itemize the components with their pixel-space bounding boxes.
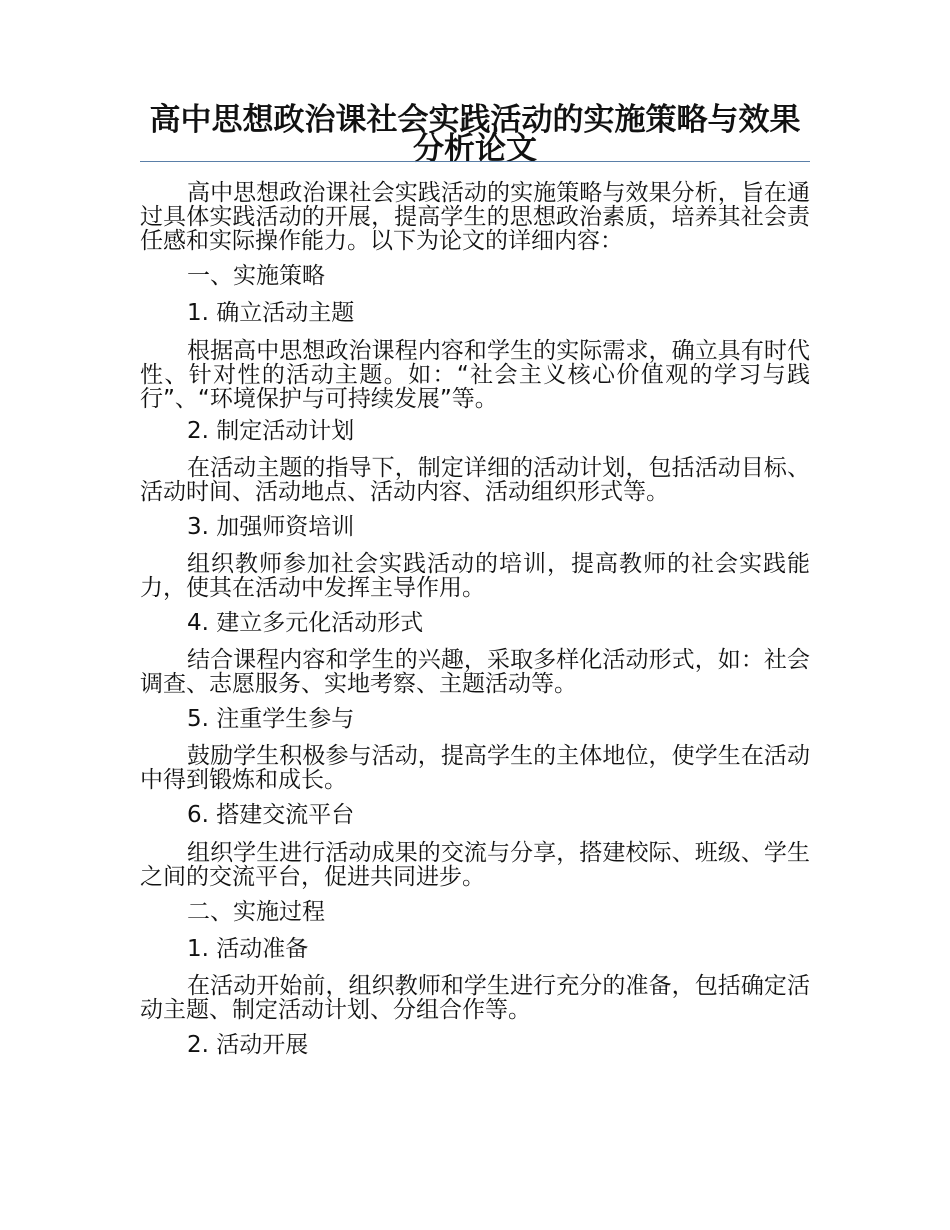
subheading-theme: 1. 确立活动主题 bbox=[187, 300, 355, 326]
paragraph-training: 组织教师参加社会实践活动的培训，提高教师的社会实践能力，使其在活动中发挥主导作用。 bbox=[140, 551, 810, 601]
subheading-forms: 4. 建立多元化活动形式 bbox=[187, 610, 424, 636]
section-heading-process: 二、实施过程 bbox=[187, 899, 325, 925]
subheading-preparation: 1. 活动准备 bbox=[187, 936, 309, 962]
subheading-plan: 2. 制定活动计划 bbox=[187, 418, 355, 444]
subheading-training: 3. 加强师资培训 bbox=[187, 514, 355, 540]
title-underline bbox=[140, 161, 810, 162]
paragraph-plan: 在活动主题的指导下，制定详细的活动计划，包括活动目标、活动时间、活动地点、活动内容、活动组织形式等。 bbox=[140, 455, 810, 505]
paragraph-preparation: 在活动开始前，组织教师和学生进行充分的准备，包括确定活动主题、制定活动计划、分组合作等。 bbox=[140, 973, 810, 1023]
intro-paragraph: 高中思想政治课社会实践活动的实施策略与效果分析，旨在通过具体实践活动的开展，提高学生的思想政治素质，培养其社会责任感和实际操作能力。以下为论文的详细内容： bbox=[140, 180, 810, 254]
paragraph-forms: 结合课程内容和学生的兴趣，采取多样化活动形式，如：社会调查、志愿服务、实地考察、主题活动等。 bbox=[140, 647, 810, 697]
paragraph-platform: 组织学生进行活动成果的交流与分享，搭建校际、班级、学生之间的交流平台，促进共同进步。 bbox=[140, 840, 810, 890]
document-title: 高中思想政治课社会实践活动的实施策略与效果分析论文 bbox=[149, 102, 801, 167]
section-heading-strategy: 一、实施策略 bbox=[187, 263, 325, 289]
subheading-platform: 6. 搭建交流平台 bbox=[187, 802, 355, 828]
paragraph-theme: 根据高中思想政治课程内容和学生的实际需求，确立具有时代性、针对性的活动主题。如：“社会主义核心价值观的学习与践行”、“环境保护与可持续发展”等。 bbox=[140, 338, 810, 412]
subheading-execution: 2. 活动开展 bbox=[187, 1032, 309, 1058]
subheading-participation: 5. 注重学生参与 bbox=[187, 706, 355, 732]
paragraph-participation: 鼓励学生积极参与活动，提高学生的主体地位，使学生在活动中得到锻炼和成长。 bbox=[140, 743, 810, 793]
